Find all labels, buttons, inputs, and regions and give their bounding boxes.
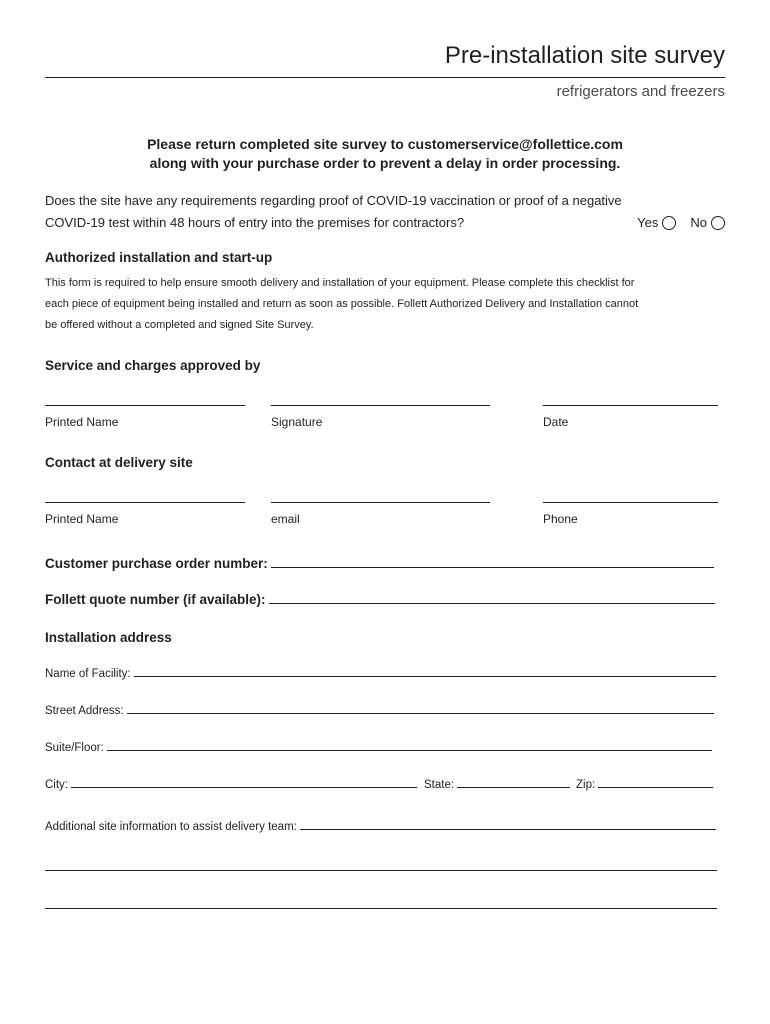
page-subtitle: refrigerators and freezers — [556, 83, 725, 100]
contact-phone-label: Phone — [543, 512, 578, 526]
quote-number-label: Follett quote number (if available): — [45, 592, 266, 607]
yes-radio[interactable] — [662, 216, 676, 230]
quote-number-field — [45, 592, 715, 607]
return-notice-line-1: Please return completed site survey to customerservice@follettice.com — [147, 136, 623, 152]
po-number-label: Customer purchase order number: — [45, 556, 268, 571]
zip-line[interactable] — [598, 786, 713, 788]
authorized-text-line-3: be offered without a completed and signed Site Survey. — [45, 319, 314, 331]
quote-number-line[interactable] — [269, 602, 715, 604]
yes-label: Yes — [637, 215, 659, 230]
authorized-heading: Authorized installation and start-up — [45, 250, 273, 265]
facility-label: Name of Facility: — [45, 668, 131, 680]
approved-heading: Service and charges approved by — [45, 358, 261, 373]
suite-line[interactable] — [107, 749, 712, 751]
approved-signature-line[interactable] — [271, 405, 490, 406]
authorized-text-line-1: This form is required to help ensure smooth delivery and installation of your equipment. Please complete this checklist for — [45, 277, 635, 289]
covid-question-line-1: Does the site have any requirements regarding proof of COVID-19 vaccination or proof of a negative — [45, 193, 622, 208]
additional-info-field — [45, 821, 716, 833]
contact-heading: Contact at delivery site — [45, 455, 193, 470]
contact-phone-line[interactable] — [543, 502, 718, 503]
street-label: Street Address: — [45, 705, 124, 717]
covid-question-line-2: COVID-19 test within 48 hours of entry into the premises for contractors? — [45, 215, 465, 230]
street-field — [45, 705, 714, 717]
contact-email-line[interactable] — [271, 502, 490, 503]
address-heading: Installation address — [45, 630, 172, 645]
approved-date-label: Date — [543, 415, 569, 429]
zip-field — [576, 779, 713, 791]
contact-email-label: email — [271, 512, 300, 526]
no-radio[interactable] — [711, 216, 725, 230]
additional-info-line-2[interactable] — [45, 870, 717, 871]
additional-info-line[interactable] — [300, 828, 716, 830]
po-number-line[interactable] — [271, 566, 714, 568]
state-line[interactable] — [457, 786, 570, 788]
additional-info-line-3[interactable] — [45, 908, 717, 909]
zip-label: Zip: — [576, 779, 596, 791]
no-label: No — [690, 215, 707, 230]
approved-printed-name-label: Printed Name — [45, 415, 119, 429]
covid-yes-no-group — [637, 215, 725, 230]
contact-printed-name-line[interactable] — [45, 502, 245, 503]
authorized-text-line-2: each piece of equipment being installed and return as soon as possible. Follett Authorized Delivery and Installation cannot — [45, 298, 639, 310]
state-label: State: — [424, 779, 455, 791]
suite-label: Suite/Floor: — [45, 742, 104, 754]
additional-info-label: Additional site information to assist delivery team: — [45, 821, 297, 833]
title-divider — [45, 77, 725, 78]
page-title: Pre-installation site survey — [444, 42, 725, 69]
facility-field — [45, 668, 716, 680]
approved-signature-label: Signature — [271, 415, 323, 429]
approved-date-line[interactable] — [543, 405, 718, 406]
city-label: City: — [45, 779, 68, 791]
city-line[interactable] — [71, 786, 417, 788]
facility-line[interactable] — [134, 675, 716, 677]
street-line[interactable] — [127, 712, 714, 714]
contact-printed-name-label: Printed Name — [45, 512, 119, 526]
city-field — [45, 779, 417, 791]
po-number-field — [45, 556, 714, 571]
suite-field — [45, 742, 712, 754]
return-notice-line-2: along with your purchase order to prevent a delay in order processing. — [149, 155, 621, 171]
state-field — [424, 779, 570, 791]
approved-printed-name-line[interactable] — [45, 405, 245, 406]
